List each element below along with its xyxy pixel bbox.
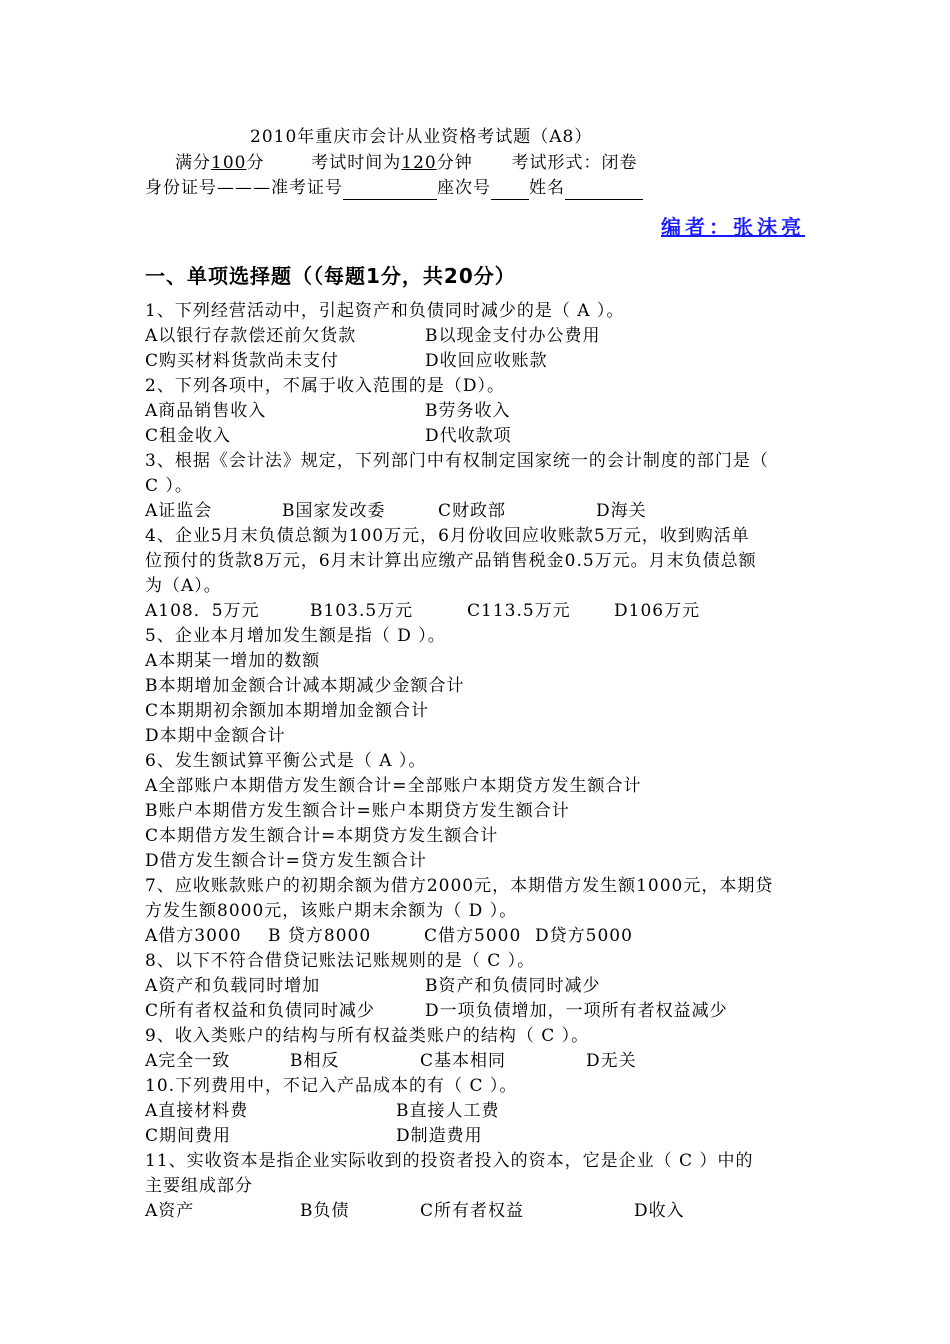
q6-option-a: A全部账户本期借方发生额合计=全部账户本期贷方发生额合计 (145, 776, 642, 796)
question-4-line-1: 4、企业5月末负债总额为100万元，6月份收回应收账款5万元，收到购活单 (145, 526, 750, 546)
q9-option-a: A完全一致 (145, 1051, 231, 1071)
q9-option-c: C基本相同 (420, 1051, 507, 1071)
author-credit: 编者：张沫亮 (661, 215, 805, 239)
q1-option-c: C购买材料货款尚未支付 (145, 351, 340, 371)
q8-option-a: A资产和负载同时增加 (145, 976, 321, 996)
exam-title: 2010年重庆市会计从业资格考试题（A8） (250, 127, 593, 147)
q7-option-a: A借方3000 (145, 926, 242, 946)
question-8: 8、以下不符合借贷记账法记账规则的是（ C ）。 (145, 951, 536, 971)
time-unit: 分钟 (436, 153, 473, 173)
question-5: 5、企业本月增加发生额是指（ D ）。 (145, 626, 446, 646)
q4-option-b: B103.5万元 (310, 601, 414, 621)
id-label: 身份证号———准考证号 (145, 178, 343, 198)
q7-option-b: B 贷方8000 (268, 926, 372, 946)
q9-option-d: D无关 (586, 1051, 637, 1071)
q3-option-d: D海关 (596, 501, 647, 521)
time-label: 考试时间为 (311, 153, 402, 173)
score-value: 100 (211, 153, 247, 173)
q8-option-d: D一项负债增加，一项所有者权益减少 (425, 1001, 728, 1021)
q4-option-c: C113.5万元 (467, 601, 571, 621)
q10-option-b: B直接人工费 (396, 1101, 500, 1121)
q5-option-a: A本期某一增加的数额 (145, 651, 321, 671)
question-4-line-3: 为（A）。 (145, 576, 222, 596)
exam-number-blank[interactable] (343, 181, 437, 200)
question-1: 1、下列经营活动中，引起资产和负债同时减少的是（ A ）。 (145, 301, 625, 321)
q9-option-b: B相反 (290, 1051, 340, 1071)
q2-option-c: C租金收入 (145, 426, 232, 446)
question-7-line-2: 方发生额8000元，该账户期末余额为（ D ）。 (145, 901, 518, 921)
seat-label: 座次号 (437, 178, 491, 198)
q3-option-b: B国家发改委 (282, 501, 386, 521)
score-label: 满分 (175, 153, 211, 173)
q11-option-c: C所有者权益 (420, 1201, 525, 1221)
q1-option-a: A以银行存款偿还前欠货款 (145, 326, 357, 346)
q3-option-c: C财政部 (438, 501, 507, 521)
q6-option-c: C本期借方发生额合计=本期贷方发生额合计 (145, 826, 499, 846)
section-heading: 一、单项选择题（（每题1分，共20分） (145, 264, 516, 288)
q10-option-a: A直接材料费 (145, 1101, 249, 1121)
q5-option-d: D本期中金额合计 (145, 726, 286, 746)
q2-option-b: B劳务收入 (425, 401, 511, 421)
q5-option-b: B本期增加金额合计减本期减少金额合计 (145, 676, 465, 696)
q4-option-d: D106万元 (614, 601, 701, 621)
candidate-info-line (145, 176, 643, 200)
q11-option-d: D收入 (634, 1201, 685, 1221)
question-9: 9、收入类账户的结构与所有权益类账户的结构（ C ）。 (145, 1026, 590, 1046)
q5-option-c: C本期期初余额加本期增加金额合计 (145, 701, 430, 721)
q11-option-a: A资产 (145, 1201, 195, 1221)
q4-option-a: A108．5万元 (145, 601, 260, 621)
exam-info-line (175, 151, 638, 175)
q10-option-d: D制造费用 (396, 1126, 483, 1146)
q8-option-b: B资产和负债同时减少 (425, 976, 601, 996)
seat-number-blank[interactable] (491, 181, 529, 200)
question-10: 10.下列费用中，不记入产品成本的有（ C ）。 (145, 1076, 518, 1096)
q10-option-c: C期间费用 (145, 1126, 232, 1146)
q3-option-a: A证监会 (145, 501, 213, 521)
q2-option-d: D代收款项 (425, 426, 512, 446)
q7-option-c: C借方5000 (424, 926, 522, 946)
q2-option-a: A商品销售收入 (145, 401, 267, 421)
q6-option-d: D借方发生额合计=贷方发生额合计 (145, 851, 427, 871)
question-11-line-2: 主要组成部分 (145, 1176, 253, 1196)
name-label: 姓名 (529, 178, 565, 198)
time-value: 120 (401, 153, 437, 173)
question-2: 2、下列各项中，不属于收入范围的是（D）。 (145, 376, 505, 396)
question-3: 3、根据《会计法》规定，下列部门中有权制定国家统一的会计制度的部门是（ (145, 451, 769, 471)
q6-option-b: B账户本期借方发生额合计=账户本期贷方发生额合计 (145, 801, 570, 821)
q7-option-d: D贷方5000 (535, 926, 633, 946)
q11-option-b: B负债 (300, 1201, 350, 1221)
question-6: 6、发生额试算平衡公式是（ A ）。 (145, 751, 427, 771)
q1-option-d: D收回应收账款 (425, 351, 548, 371)
q8-option-c: C所有者权益和负债同时减少 (145, 1001, 376, 1021)
question-7-line-1: 7、应收账款账户的初期余额为借方2000元，本期借方发生额1000元，本期贷 (145, 876, 774, 896)
q1-option-b: B以现金支付办公费用 (425, 326, 601, 346)
question-11-line-1: 11、实收资本是指企业实际收到的投资者投入的资本，它是企业（ C ）中的 (145, 1151, 754, 1171)
name-blank[interactable] (565, 181, 643, 200)
exam-format: 考试形式：闭卷 (511, 153, 638, 173)
question-4-line-2: 位预付的货款8万元，6月末计算出应缴产品销售税金0.5万元。月末负债总额 (145, 551, 757, 571)
question-3-answer: C ）。 (145, 476, 193, 496)
score-unit: 分 (246, 153, 265, 173)
